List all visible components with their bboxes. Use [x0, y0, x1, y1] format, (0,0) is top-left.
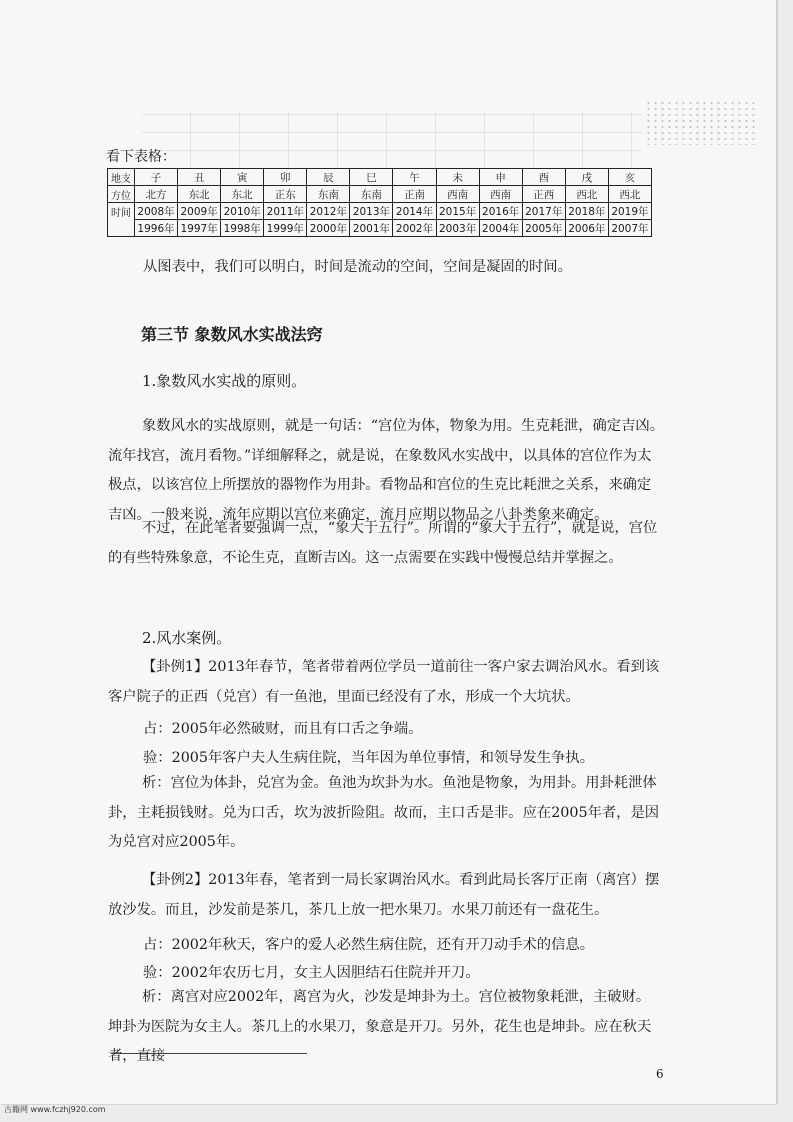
table-cell: 正东 — [264, 186, 307, 203]
table-cell: 巳 — [350, 169, 393, 186]
table-cell: 2007年 — [608, 220, 651, 237]
table-row — [108, 186, 652, 203]
table-cell: 2002年 — [393, 220, 436, 237]
table-cell: 2012年 — [307, 203, 350, 220]
subheading-cases: 2.风水案例。 — [142, 629, 232, 647]
table-cell: 2015年 — [436, 203, 479, 220]
table-cell: 2019年 — [608, 203, 651, 220]
case1-verification: 验：2005年客户夫人生病住院，当年因为单位事情，和领导发生争执。 — [143, 750, 594, 766]
table-row — [108, 220, 652, 237]
table-cell: 卯 — [264, 169, 307, 186]
table-cell: 辰 — [307, 169, 350, 186]
scan-specks — [645, 100, 755, 145]
table-cell: 西南 — [436, 186, 479, 203]
table-cell: 寅 — [221, 169, 264, 186]
table-cell: 东北 — [221, 186, 264, 203]
table-row — [108, 169, 652, 186]
table-cell: 戌 — [565, 169, 608, 186]
table-cell: 1996年 — [135, 220, 178, 237]
table-cell: 2011年 — [264, 203, 307, 220]
table-cell: 丑 — [178, 169, 221, 186]
table-cell: 西北 — [565, 186, 608, 203]
table-cell: 西南 — [479, 186, 522, 203]
table-cell: 午 — [393, 169, 436, 186]
table-cell: 2013年 — [350, 203, 393, 220]
table-cell: 1999年 — [264, 220, 307, 237]
branch-direction-year-table — [107, 168, 652, 237]
case2-prediction: 占：2002年秋天，客户的爱人必然生病住院，还有开刀动手术的信息。 — [143, 937, 594, 953]
table-cell: 2006年 — [565, 220, 608, 237]
table-cell: 正南 — [393, 186, 436, 203]
table-cell: 正西 — [522, 186, 565, 203]
table-cell: 2009年 — [178, 203, 221, 220]
row-header: 地支 — [108, 169, 135, 186]
table-cell: 西北 — [608, 186, 651, 203]
bleed-through-table — [142, 112, 642, 168]
footer-watermark: 古籍网 www.fczhj920.com — [4, 1105, 106, 1114]
table-cell: 2001年 — [350, 220, 393, 237]
case1-analysis: 析：宫位为体卦，兑宫为金。鱼池为坎卦为水。鱼池是物象，为用卦。用卦耗泄体卦，主耗损钱财。兑为口舌，坎为波折险阻。故而，主口舌是非。应在2005年者，是因为兑宫对应2005年。 — [108, 775, 660, 850]
paragraph-emphasis: 不过，在此笔者要强调一点，“象大于五行”。所谓的“象大于五行”，就是说，宫位的有些特殊象意，不论生克，直断吉凶。这一点需要在实践中慢慢总结并掌握之。 — [108, 520, 658, 566]
case1-prediction: 占：2005年必然破财，而且有口舌之争端。 — [143, 721, 423, 737]
table-cell: 2003年 — [436, 220, 479, 237]
table-cell: 1997年 — [178, 220, 221, 237]
page-number: 6 — [656, 1067, 664, 1081]
table-cell: 酉 — [522, 169, 565, 186]
table-cell: 2017年 — [522, 203, 565, 220]
table-cell: 2005年 — [522, 220, 565, 237]
table-cell: 2016年 — [479, 203, 522, 220]
table-cell: 东北 — [178, 186, 221, 203]
table-cell: 2014年 — [393, 203, 436, 220]
table-row — [108, 203, 652, 220]
case1-description: 【卦例1】2013年春节，笔者带着两位学员一道前往一客户家去调治风水。看到该客户院子的正西（兑宫）有一鱼池，里面已经没有了水，形成一个大坑状。 — [108, 659, 660, 705]
subheading-principles: 1.象数风水实战的原则。 — [142, 372, 307, 390]
lead-text: 看下表格： — [106, 149, 176, 165]
section-title: 第三节 象数风水实战法窍 — [141, 325, 323, 344]
row-header: 方位 — [108, 186, 135, 203]
case2-verification: 验：2002年农历七月，女主人因胆结石住院并开刀。 — [143, 965, 480, 981]
table-cell: 东南 — [307, 186, 350, 203]
row-header: 时间 — [108, 203, 135, 220]
table-cell: 2004年 — [479, 220, 522, 237]
table-cell: 子 — [135, 169, 178, 186]
table-cell: 未 — [436, 169, 479, 186]
table-cell: 亥 — [608, 169, 651, 186]
footnote-rule — [111, 1053, 307, 1054]
summary-text: 从图表中，我们可以明白，时间是流动的空间，空间是凝固的时间。 — [143, 259, 572, 275]
table-cell: 2000年 — [307, 220, 350, 237]
table-cell: 2008年 — [135, 203, 178, 220]
table-cell: 1998年 — [221, 220, 264, 237]
table-cell: 东南 — [350, 186, 393, 203]
table-cell: 北方 — [135, 186, 178, 203]
table-cell: 2018年 — [565, 203, 608, 220]
case2-description: 【卦例2】2013年春，笔者到一局长家调治风水。看到此局长客厅正南（离宫）摆放沙发。而且，沙发前是茶几，茶几上放一把水果刀。水果刀前还有一盘花生。 — [108, 872, 660, 918]
table-cell: 申 — [479, 169, 522, 186]
page-edge — [776, 0, 778, 1104]
table-cell: 2010年 — [221, 203, 264, 220]
paragraph-principles: 象数风水的实战原则，就是一句话：“宫位为体，物象为用。生克耗泄，确定吉凶。流年找宫，流月看物。”详细解释之，就是说，在象数风水实战中，以具体的宫位作为太极点，以该宫位上所摆放的器物作为用卦。看物品和宫位的生克比耗泄之关系，来确定吉凶。一般来说，流年应期以宫位来确定，流月应期以物品之八卦类象来确定。 — [108, 418, 664, 523]
case2-analysis: 析：离宫对应2002年，离宫为火，沙发是坤卦为土。宫位被物象耗泄，主破财。坤卦为医院为女主人。茶几上的水果刀，象意是开刀。另外，花生也是坤卦。应在秋天者，直接 — [108, 989, 652, 1064]
row-header — [108, 220, 135, 237]
